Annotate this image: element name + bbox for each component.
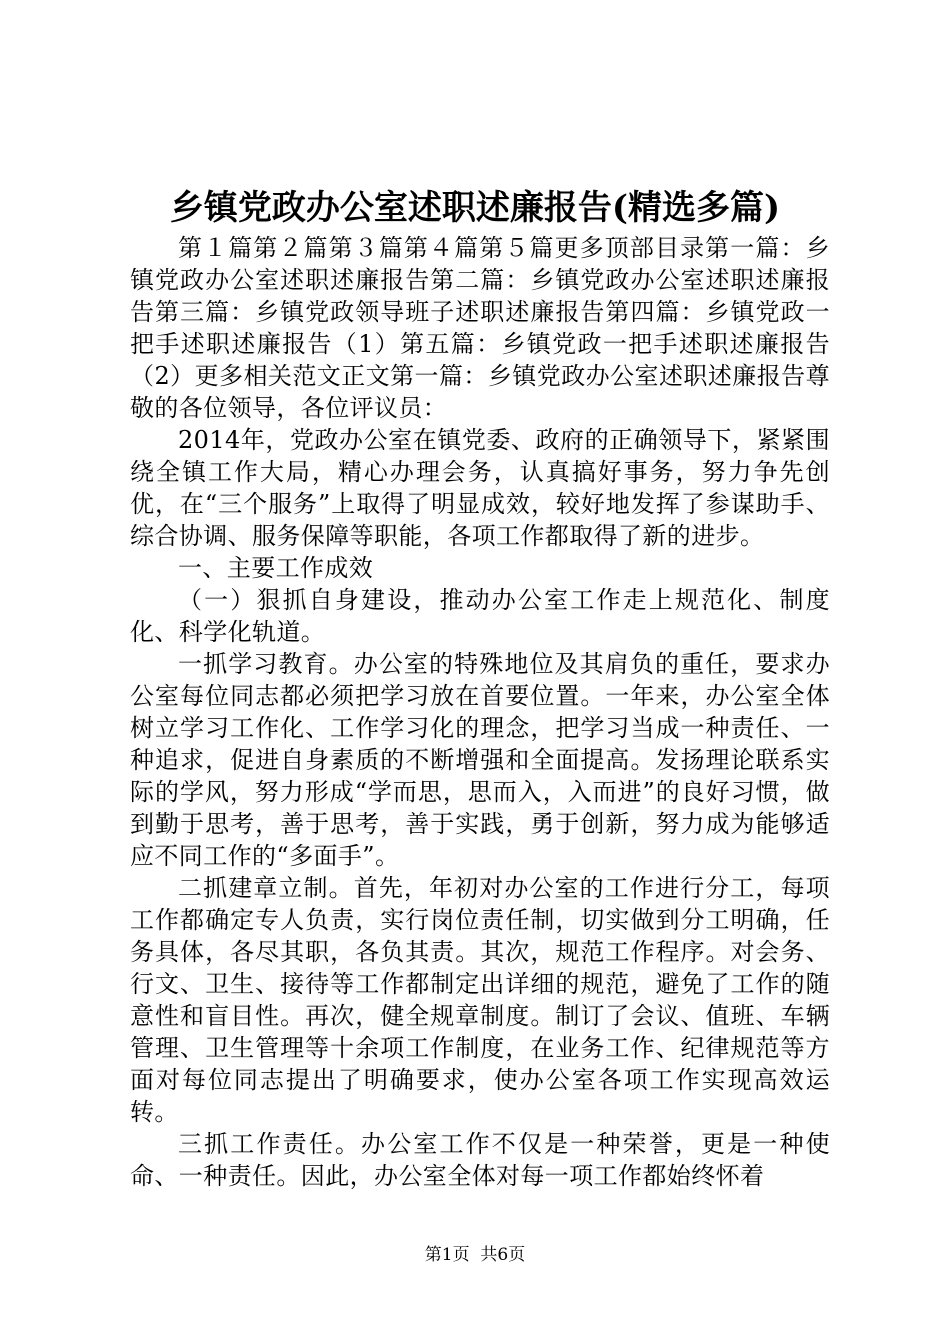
document-body [130,232,830,1192]
paragraph-study: 一抓学习教育。办公室的特殊地位及其肩负的重任，要求办公室每位同志都必须把学习放在首要位置。一年来，办公室全体树立学习工作化、工作学习化的理念，把学习当成一种责任、一种追求，促进自身素质的不断增强和全面提高。发扬理论联系实际的学风，努力形成“学而思，思而入，入而进”的良好习惯，做到勤于思考，善于思考，善于实践，勇于创新，努力成为能够适应不同工作的“多面手”。 [130,650,830,870]
page-number-footer: 第1页 共6页 [424,1245,526,1265]
section-heading: 一、主要工作成效 [178,554,374,582]
paragraph-rules: 二抓建章立制。首先，年初对办公室的工作进行分工，每项工作都确定专人负责，实行岗位责任制，切实做到分工明确，任务具体，各尽其职，各负其责。其次，规范工作程序。对会务、行文、卫生、接待等工作都制定出详细的规范，避免了工作的随意性和盲目性。再次，健全规章制度。制订了会议、值班、车辆管理、卫生管理等十余项工作制度，在业务工作、纪律规范等方面对每位同志提出了明确要求，使办公室各项工作实现高效运转。 [130,874,830,1126]
paragraph-table-of-contents: 第１篇第２篇第３篇第４篇第５篇更多顶部目录第一篇：乡镇党政办公室述职述廉报告第二篇：乡镇党政办公室述职述廉报告第三篇：乡镇党政领导班子述职述廉报告第四篇：乡镇党政一把手述职述廉报告（1）第五篇：乡镇党政一把手述职述廉报告（2）更多相关范文正文第一篇：乡镇党政办公室述职述廉报告尊敬的各位领导，各位评议员： [130,234,830,422]
subsection-heading: （一）狠抓自身建设，推动办公室工作走上规范化、制度化、科学化轨道。 [130,586,830,646]
document-title: 乡镇党政办公室述职述廉报告(精选多篇) [169,188,781,228]
paragraph-intro: 2014年，党政办公室在镇党委、政府的正确领导下，紧紧围绕全镇工作大局，精心办理会务，认真搞好事务，努力争先创优，在“三个服务”上取得了明显成效，较好地发挥了参谋助手、综合协调、服务保障等职能，各项工作都取得了新的进步。 [130,426,830,550]
paragraph-responsibility: 三抓工作责任。办公室工作不仅是一种荣誉，更是一种使命、一种责任。因此，办公室全体对每一项工作都始终怀着 [130,1130,830,1190]
